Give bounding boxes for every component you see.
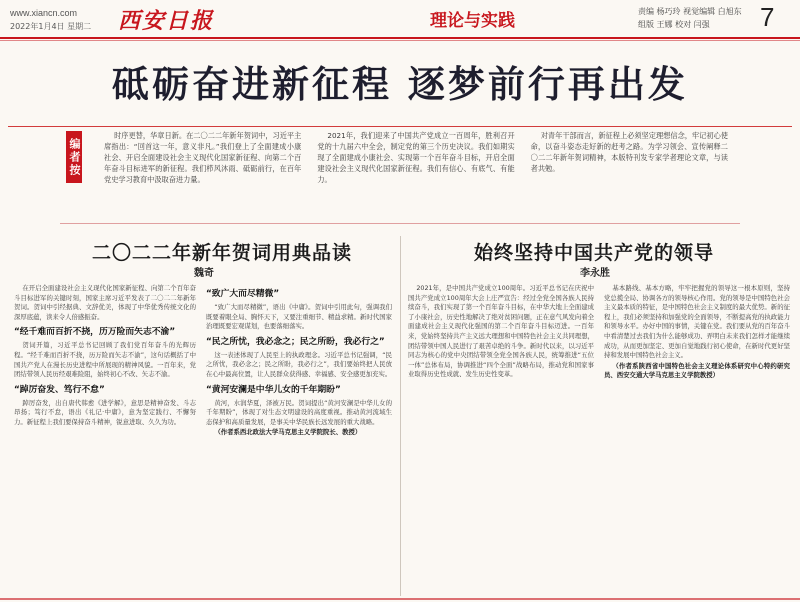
subheading: “黄河安澜是中华儿女的千年期盼” <box>206 384 341 395</box>
left-article-column-2 <box>206 284 392 594</box>
paragraph: 贺词开篇，习近平总书记回顾了我们党百年奋斗的光辉历程。“经千难而百折不挠，历万险而矢志不渝”，这句话概括了中国共产党人在漫长历史进程中所展现的精神风貌。一百年来，党团结带领人民历经艰难险阻，始终初心不改、矢志不渝。 <box>14 341 196 379</box>
newspaper-logo: 西安日报 <box>118 8 215 34</box>
paragraph: 在开启全面建设社会主义现代化国家新征程、向第二个百年奋斗目标进军的关键时刻，国家主席习近平发表了二〇二二年新年贺词。贺词中引经据典、文辞优美，体现了中华优秀传统文化的深厚底蕴，读来令人倍感振奋。 <box>14 284 196 321</box>
staff-line-2: 组版 王娜 校对 闫强 <box>638 20 710 29</box>
editor-note-rule <box>60 223 740 224</box>
author-note: （作者系西北政法大学马克思主义学院院长、教授） <box>214 428 362 437</box>
top-rule <box>0 37 800 39</box>
left-article-title: 二〇二二年新年贺词用典品读 <box>92 242 353 264</box>
editor-note-paragraph: 2021年，我们迎来了中国共产党成立一百周年，胜利召开党的十九届六中全会，制定党的第三个历史决议。我们如期实现了全面建成小康社会、实现第一个百年奋斗目标，开启全面建设社会主义现代化国家新征程。我们有信心、有底气、有能力。 <box>317 131 515 184</box>
page-number: 7 <box>760 2 775 32</box>
subheading: “踔厉奋发、笃行不怠” <box>14 384 105 395</box>
right-article-column-1 <box>408 284 594 594</box>
editor-note <box>104 130 728 218</box>
staff-line-1: 责编 杨巧玲 视觉编辑 白旭东 <box>638 7 742 16</box>
page-headline: 砥砺奋进新征程 逐梦前行再出发 <box>112 63 688 106</box>
paragraph: 基本路线、基本方略，牢牢把握党的领导这一根本原则，坚持党总揽全局、协调各方的领导核心作用。党的领导是中国特色社会主义最本质的特征，是中国特色社会主义制度的最大优势。新的征程上，我们必须坚持和加强党的全面领导，不断提高党的执政能力和领导水平。办好中国的事情，关键在党。我们要从党的百年奋斗中看清楚过去我们为什么能够成功、弄明白未来我们怎样才能继续成功，从而更加坚定、更加自觉地践行初心使命，在新时代更好坚持和发展中国特色社会主义。 <box>604 284 790 360</box>
paragraph: 这一表述体现了人民至上的执政理念。习近平总书记强调，“民之所忧，我必念之；民之所盼，我必行之”，我们要始终把人民放在心中最高位置，让人民群众获得感、幸福感、安全感更加充实。 <box>206 350 392 378</box>
paragraph: 黄河，水润华夏，泽被万民。贺词提出“黄河安澜是中华儿女的千年期盼”，体现了对生态文明建设的高度重视。推动黄河流域生态保护和高质量发展，是事关中华民族长远发展的重大战略。 <box>206 398 392 426</box>
paragraph: “致广大而尽精微”，语出《中庸》。贺词中引用此句，强调我们既要着眼全局、胸怀天下，又要注重细节、精益求精。新时代国家治理既要宏观谋划，也要落细落实。 <box>206 303 392 331</box>
editor-note-badge: 编者按 <box>66 131 82 183</box>
headline-rule <box>8 126 792 127</box>
subheading: “民之所忧，我必念之；民之所盼，我必行之” <box>206 336 385 347</box>
editor-note-paragraph: 对青年干部而言，新征程上必须坚定理想信念，牢记初心使命，以奋斗姿态走好新的赶考之路。为学习领会、宣传阐释二〇二二年新年贺词精神，本版特刊发专家学者理论文章，与读者共勉。 <box>530 131 728 173</box>
right-article-title: 始终坚持中国共产党的领导 <box>474 242 715 264</box>
left-article-column-1 <box>14 284 196 594</box>
right-article-author: 李永胜 <box>580 268 610 279</box>
masthead <box>0 0 800 40</box>
editor-note-paragraph: 时序更替，华章日新。在二〇二二年新年贺词中，习近平主席指出：“回首这一年，意义非凡。”我们登上了全面建成小康社会、开启全面建设社会主义现代化国家新征程、向第二个百年奋斗目标进军的新征程。我们栉风沐雨、砥砺前行，在百年党史学习教育中汲取奋进力量。 <box>104 131 302 184</box>
top-rule-thin <box>0 40 800 41</box>
column-divider <box>400 236 401 596</box>
paragraph: 2021年，是中国共产党成立100周年。习近平总书记在庆祝中国共产党成立100周年大会上庄严宣告：经过全党全国各族人民持续奋斗，我们实现了第一个百年奋斗目标，在中华大地上全面建成了小康社会，历史性地解决了绝对贫困问题，正在意气风发向着全面建成社会主义现代化强国的第二个百年奋斗目标迈进。一百年来，党始终坚持共产主义远大理想和中国特色社会主义共同理想，团结带领中国人民进行了艰苦卓绝的斗争。新时代以来，以习近平同志为核心的党中央团结带领全党全国各族人民，统筹推进“五位一体”总体布局，协调推进“四个全面”战略布局，推动党和国家事业取得历史性成就、发生历史性变革。 <box>408 284 594 379</box>
subheading: “致广大而尽精微” <box>206 289 280 299</box>
author-note: （作者系陕西省中国特色社会主义理论体系研究中心特约研究员、西安交通大学马克思主义学院教授） <box>604 361 790 380</box>
website-url[interactable]: www.xiancn.com <box>10 8 78 18</box>
right-article-column-2 <box>604 284 790 594</box>
section-title: 理论与实践 <box>430 11 515 31</box>
staff-credits <box>638 5 742 31</box>
bottom-rule <box>0 598 800 600</box>
subheading: “经千难而百折不挠，历万险而矢志不渝” <box>14 327 176 338</box>
paragraph: 踔厉奋发，出自唐代韩愈《进学解》，意思是精神奋发、斗志昂扬；笃行不怠，语出《礼记·中庸》，意为坚定践行、不懈努力。新征程上我们要保持奋斗精神，锐意进取、久久为功。 <box>14 398 196 426</box>
left-article-author: 魏奇 <box>194 268 214 279</box>
issue-date: 2022年1月4日 星期二 <box>10 22 92 31</box>
